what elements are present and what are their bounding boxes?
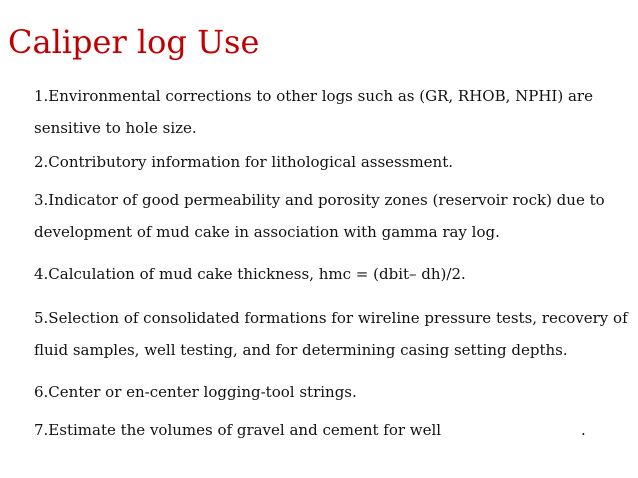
- list-item-1: [34, 80, 614, 144]
- list-item-7-trailing-mark: .: [581, 421, 586, 439]
- list-item-1-line-1: 1.Environmental corrections to other logs such as (GR, RHOB, NPHI) are: [34, 87, 593, 105]
- list-item-4: [34, 258, 614, 290]
- slide-title: Caliper log Use: [8, 23, 260, 61]
- list-item-3: [34, 184, 614, 248]
- list-item-2-line-1: 2.Contributory information for lithological assessment.: [34, 153, 454, 171]
- list-item-3-line-2: development of mud cake in association with gamma ray log.: [34, 223, 500, 241]
- list-item-2: [34, 146, 614, 178]
- list-item-5: [34, 302, 628, 366]
- list-item-1-line-2: sensitive to hole size.: [34, 119, 197, 137]
- list-item-7: [34, 414, 614, 446]
- list-item-3-line-1: 3.Indicator of good permeability and porosity zones (reservoir rock) due to: [34, 191, 605, 209]
- list-item-5-line-2: fluid samples, well testing, and for determining casing setting depths.: [34, 341, 568, 359]
- list-item-6: [34, 376, 614, 408]
- list-item-7-line-1: 7.Estimate the volumes of gravel and cement for well: [34, 421, 442, 439]
- list-item-5-line-1: 5.Selection of consolidated formations for wireline pressure tests, recovery of: [34, 309, 628, 327]
- list-item-6-line-1: 6.Center or en-center logging-tool strings.: [34, 383, 357, 401]
- list-item-4-line-1: 4.Calculation of mud cake thickness, hmc = (dbit– dh)/2.: [34, 265, 466, 283]
